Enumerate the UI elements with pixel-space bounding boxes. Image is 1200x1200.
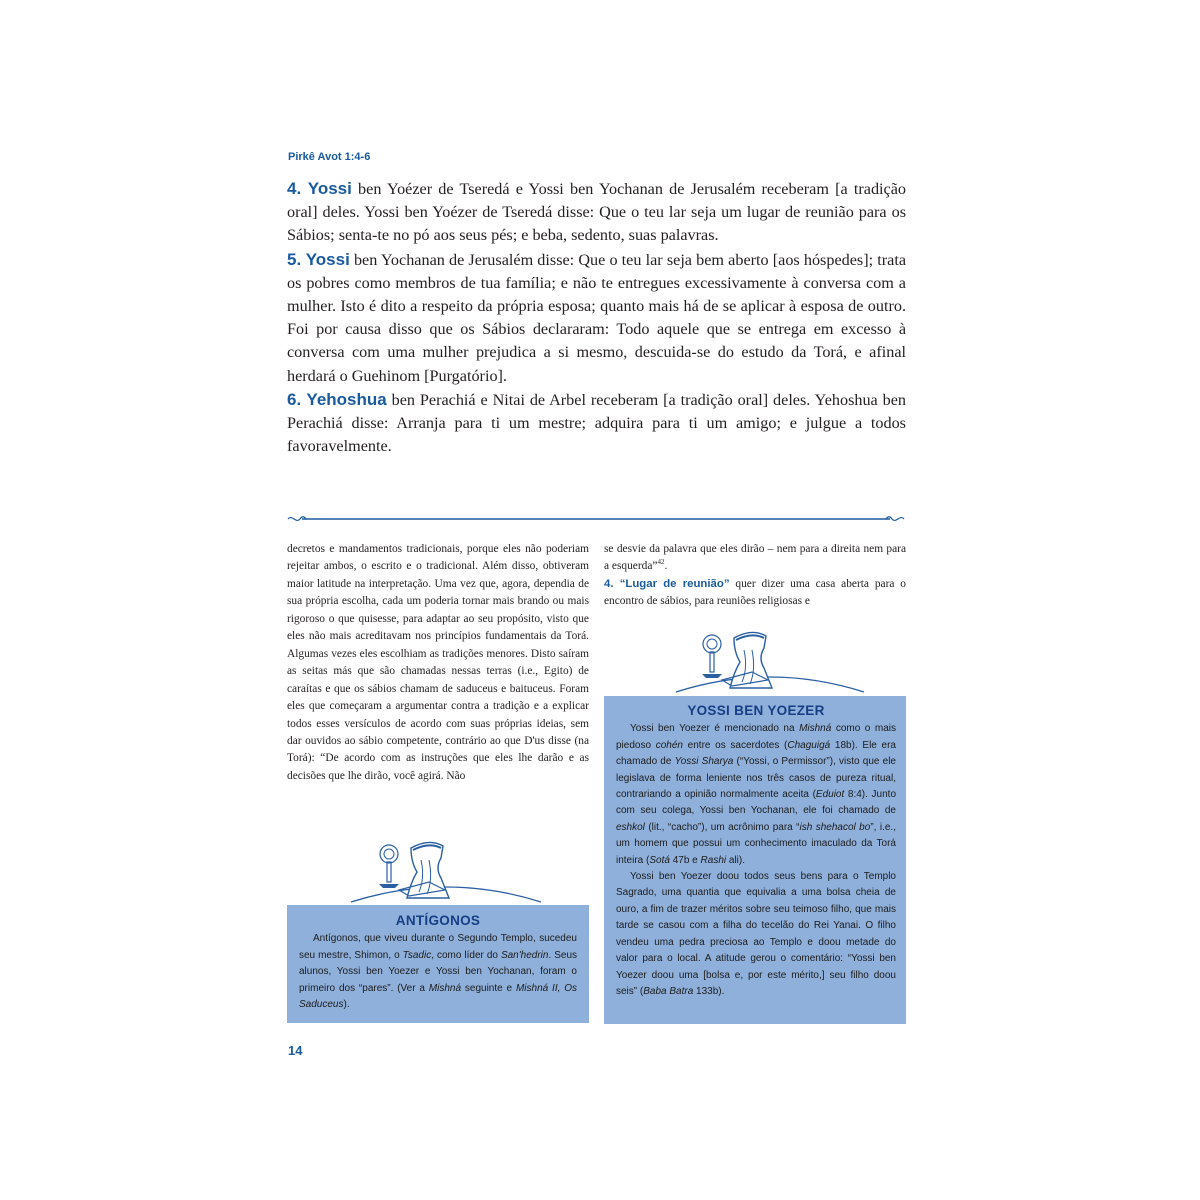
commentary-left-column	[287, 541, 589, 785]
ornamental-divider	[286, 513, 906, 525]
mishna-6-text: ben Perachiá e Nitai de Arbel receberam [a tradição oral] deles. Yehoshua ben Perachiá disse: Arranja para ti um mestre; adquira para ti um amigo; e julgue a todos favoravelmente.	[287, 390, 906, 456]
box-paragraph-2: Yossi ben Yoezer doou todos seus bens para o Templo Sagrado, uma quantia que equivalia a uma bolsa cheia de ouro, a fim de trazer méritos sobre seu teimoso filho, que mais tarde se casou com a filha do tecelão do Rei Yanai. O filho vendeu uma pedra preciosa ao Templo e doou metade do valor para o local. A atitude gerou o comentário: “Yossi ben Yoezer doou uma [bolsa e, por este mérito,] seu filho doou seis” (Baba Batra 133b).	[616, 871, 896, 997]
commentary-note-4	[604, 576, 906, 611]
note-4-text: quer dizer uma casa aberta para o encontro de sábios, para reuniões religiosas e	[604, 577, 906, 608]
commentary-right-column	[604, 541, 906, 611]
mishna-4	[287, 177, 906, 248]
main-text	[287, 177, 906, 458]
footnote-reference: 42	[657, 558, 665, 567]
mishna-5-text: ben Yochanan de Jerusalém disse: Que o teu lar seja bem aberto [aos hóspedes]; trata os pobres como membros de tua família; e não te entregues excessivamente à conversa com a mulher. Isto é dito a respeito da própria esposa; quanto mais há de se aplicar à esposa de outro. Foi por causa disso que os Sábios declararam: Todo aquele que se entrega em excesso à conversa com uma mulher prejudica a si mesmo, descuida-se do estudo da Torá, e afinal herdará o Guehinom [Purgatório].	[287, 250, 907, 385]
running-header: Pirkê Avot 1:4-6	[288, 151, 371, 163]
box-title: YOSSI BEN YOEZER	[687, 703, 825, 718]
commentary-right-continuation: se desvie da palavra que eles dirão – nem para a direita nem para a esquerda”$^{42}$.	[604, 543, 906, 573]
sidebar-box-antigonos	[287, 905, 589, 1023]
box-paragraph: Antígonos, que viveu durante o Segundo Templo, sucedeu seu mestre, Shimon, o Tsadic, como líder do San'hedrin. Seus alunos, Yossi ben Yoezer e Yossi ben Yochanan, foram o primeiro dos “pares”. (Ver a Mishná seguinte e Mishná II, Os Saduceus).	[299, 933, 578, 1011]
mishna-6-number: 6. Yehoshua	[287, 389, 387, 409]
sage-with-candle-illustration-2	[347, 838, 545, 906]
sidebar-box-yossi-ben-yoezer	[604, 696, 906, 1024]
note-4-label: 4. “Lugar de reunião”	[604, 577, 730, 590]
commentary-left-text: decretos e mandamentos tradicionais, porque eles não poderiam rejeitar ambos, o escrito e o tradicional. Além disso, obtiveram maior latitude na interpretação. Uma vez que, agora, dependia de sua própria escolha, cada um poderia tornar mais brando ou mais rigoroso o que quisesse, para adaptar ao seu propósito, visto que eles não mais acreditavam nos princípios fundamentais da Torá. Algumas vezes eles escolhiam as tradições menores. Disto saíram as seitas más que são chamadas nessas terras (i.e., Egito) de caraítas e que os sábios chamam de saduceus e baituceus. Foram eles que começaram a argumentar contra a tradição e a explicar todos esses versículos de acordo com suas próprias ideias, sem dar ouvidos ao sábio competente, contrário ao que D'us disse (na Torá): “De acordo com as instruções que eles lhe darão e as decisões que lhe dirão, você agirá. Não	[287, 543, 589, 782]
box-paragraph-1: Yossi ben Yoezer é mencionado na Mishná como o mais piedoso cohén entre os sacerdotes (Chaguigá 18b). Ele era chamado de Yossi Sharya (“Yossi, o Permissor”), visto que ele legislava de forma leniente nos três casos de pureza ritual, contrariando a opinião normalmente aceita (Eduiot 8:4). Junto com seu colega, Yossi ben Yochanan, ele foi chamado de eshkol (lit., “cacho”), um acrônimo para “ish shehacol bo”, i.e., um homem que possui um conhecimento imaculado da Torá inteira (Sotá 47b e Rashi ali).	[616, 723, 897, 866]
mishna-4-number: 4. Yossi	[287, 179, 352, 198]
mishna-5-number: 5. Yossi	[287, 249, 350, 269]
sage-with-candle-illustration	[672, 628, 868, 696]
mishna-4-text: ben Yoézer de Tseredá e Yossi ben Yochanan de Jerusalém receberam [a tradição oral] deles. Yossi ben Yoézer de Tseredá disse: Que o teu lar seja um lugar de reunião para os Sábios; senta-te no pó aos seus pés; e beba, sedento, suas palavras.	[287, 180, 907, 245]
page-number: 14	[288, 1043, 303, 1058]
mishna-6	[287, 388, 906, 459]
mishna-5	[287, 248, 906, 388]
box-title: ANTÍGONOS	[395, 913, 481, 928]
